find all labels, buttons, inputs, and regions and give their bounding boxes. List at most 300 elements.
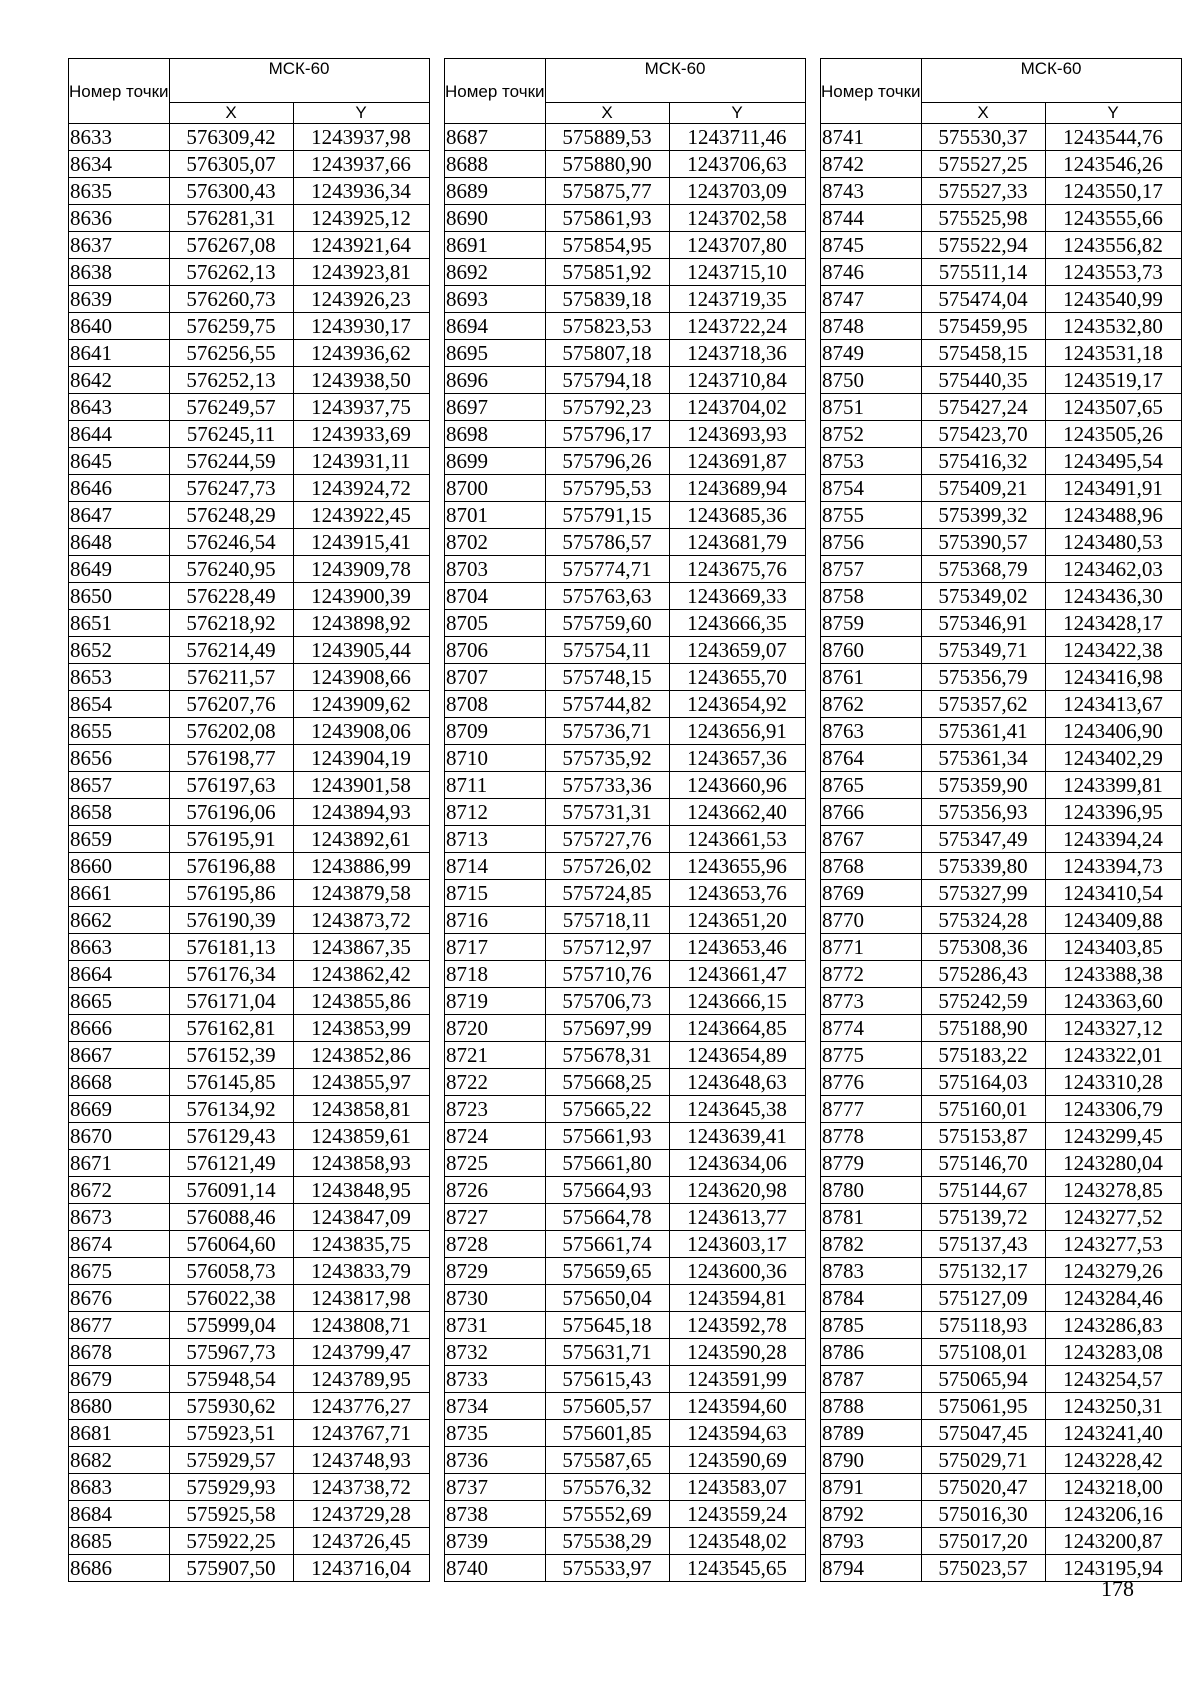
table-row [69,151,430,178]
point-number-cell: 8644 [69,421,170,448]
point-number-cell: 8701 [445,502,546,529]
y-coordinate-cell: 1243480,53 [1045,529,1181,556]
y-coordinate-cell: 1243409,88 [1045,907,1181,934]
table-row [69,1069,430,1096]
y-coordinate-cell: 1243422,38 [1045,637,1181,664]
table-row [445,232,806,259]
x-coordinate-cell: 575427,24 [921,394,1045,421]
point-number-cell: 8673 [69,1204,170,1231]
x-coordinate-cell: 575286,43 [921,961,1045,988]
table-row [445,421,806,448]
table-row [821,1339,1182,1366]
y-coordinate-cell: 1243718,36 [669,340,805,367]
x-coordinate-cell: 576152,39 [169,1042,293,1069]
header-point-number: Номер точки [821,59,922,124]
y-coordinate-cell: 1243491,91 [1045,475,1181,502]
y-coordinate-cell: 1243218,00 [1045,1474,1181,1501]
x-coordinate-cell: 575727,76 [545,826,669,853]
table-row [821,1150,1182,1177]
x-coordinate-cell: 575361,41 [921,718,1045,745]
point-number-cell: 8789 [821,1420,922,1447]
header-coordinate-system: МСК-60 [169,59,429,103]
table-row [445,610,806,637]
point-number-cell: 8700 [445,475,546,502]
x-coordinate-cell: 575659,65 [545,1258,669,1285]
x-coordinate-cell: 575108,01 [921,1339,1045,1366]
table-row [821,1474,1182,1501]
x-coordinate-cell: 575511,14 [921,259,1045,286]
table-row [69,1096,430,1123]
y-coordinate-cell: 1243835,75 [293,1231,429,1258]
x-coordinate-cell: 575839,18 [545,286,669,313]
point-number-cell: 8717 [445,934,546,961]
point-number-cell: 8757 [821,556,922,583]
y-coordinate-cell: 1243286,83 [1045,1312,1181,1339]
table-row [69,1312,430,1339]
point-number-cell: 8793 [821,1528,922,1555]
header-y: Y [293,103,429,124]
y-coordinate-cell: 1243901,58 [293,772,429,799]
point-number-cell: 8736 [445,1447,546,1474]
x-coordinate-cell: 575967,73 [169,1339,293,1366]
x-coordinate-cell: 575047,45 [921,1420,1045,1447]
point-number-cell: 8726 [445,1177,546,1204]
x-coordinate-cell: 575854,95 [545,232,669,259]
y-coordinate-cell: 1243555,66 [1045,205,1181,232]
x-coordinate-cell: 576246,54 [169,529,293,556]
point-number-cell: 8725 [445,1150,546,1177]
point-number-cell: 8685 [69,1528,170,1555]
table-row [445,1096,806,1123]
x-coordinate-cell: 575308,36 [921,934,1045,961]
point-number-cell: 8766 [821,799,922,826]
point-number-cell: 8728 [445,1231,546,1258]
x-coordinate-cell: 575731,31 [545,799,669,826]
point-number-cell: 8733 [445,1366,546,1393]
x-coordinate-cell: 575139,72 [921,1204,1045,1231]
table-row [69,394,430,421]
point-number-cell: 8641 [69,340,170,367]
x-coordinate-cell: 575999,04 [169,1312,293,1339]
table-row [445,1528,806,1555]
y-coordinate-cell: 1243634,06 [669,1150,805,1177]
y-coordinate-cell: 1243702,58 [669,205,805,232]
table-row [69,1177,430,1204]
point-number-cell: 8689 [445,178,546,205]
x-coordinate-cell: 575907,50 [169,1555,293,1582]
table-row [445,259,806,286]
x-coordinate-cell: 575359,90 [921,772,1045,799]
x-coordinate-cell: 576121,49 [169,1150,293,1177]
point-number-cell: 8707 [445,664,546,691]
y-coordinate-cell: 1243799,47 [293,1339,429,1366]
table-row [69,1204,430,1231]
x-coordinate-cell: 575416,32 [921,448,1045,475]
table-row [821,718,1182,745]
x-coordinate-cell: 575017,20 [921,1528,1045,1555]
point-number-cell: 8697 [445,394,546,421]
x-coordinate-cell: 575791,15 [545,502,669,529]
y-coordinate-cell: 1243706,63 [669,151,805,178]
point-number-cell: 8782 [821,1231,922,1258]
point-number-cell: 8671 [69,1150,170,1177]
table-row [445,556,806,583]
table-row [445,394,806,421]
y-coordinate-cell: 1243403,85 [1045,934,1181,961]
y-coordinate-cell: 1243436,30 [1045,583,1181,610]
table-row [445,178,806,205]
x-coordinate-cell: 576171,04 [169,988,293,1015]
point-number-cell: 8665 [69,988,170,1015]
y-coordinate-cell: 1243653,46 [669,934,805,961]
point-number-cell: 8769 [821,880,922,907]
table-row [821,1231,1182,1258]
table-row [69,853,430,880]
y-coordinate-cell: 1243544,76 [1045,124,1181,151]
x-coordinate-cell: 575242,59 [921,988,1045,1015]
table-row [821,1501,1182,1528]
x-coordinate-cell: 575160,01 [921,1096,1045,1123]
point-number-cell: 8667 [69,1042,170,1069]
y-coordinate-cell: 1243283,08 [1045,1339,1181,1366]
x-coordinate-cell: 575127,09 [921,1285,1045,1312]
table-row [821,556,1182,583]
y-coordinate-cell: 1243200,87 [1045,1528,1181,1555]
x-coordinate-cell: 575399,32 [921,502,1045,529]
table-row [445,1447,806,1474]
y-coordinate-cell: 1243327,12 [1045,1015,1181,1042]
point-number-cell: 8723 [445,1096,546,1123]
coordinates-table-2 [444,58,806,1582]
point-number-cell: 8708 [445,691,546,718]
x-coordinate-cell: 576244,59 [169,448,293,475]
x-coordinate-cell: 575645,18 [545,1312,669,1339]
table-row [821,1312,1182,1339]
y-coordinate-cell: 1243613,77 [669,1204,805,1231]
x-coordinate-cell: 576058,73 [169,1258,293,1285]
point-number-cell: 8660 [69,853,170,880]
y-coordinate-cell: 1243909,78 [293,556,429,583]
point-number-cell: 8693 [445,286,546,313]
table-row [445,286,806,313]
y-coordinate-cell: 1243206,16 [1045,1501,1181,1528]
table-row [445,1312,806,1339]
y-coordinate-cell: 1243505,26 [1045,421,1181,448]
point-number-cell: 8680 [69,1393,170,1420]
y-coordinate-cell: 1243656,91 [669,718,805,745]
point-number-cell: 8661 [69,880,170,907]
table-row [821,259,1182,286]
point-number-cell: 8738 [445,1501,546,1528]
y-coordinate-cell: 1243776,27 [293,1393,429,1420]
x-coordinate-cell: 575459,95 [921,313,1045,340]
x-coordinate-cell: 575327,99 [921,880,1045,907]
y-coordinate-cell: 1243228,42 [1045,1447,1181,1474]
point-number-cell: 8765 [821,772,922,799]
table-row [445,1555,806,1582]
y-coordinate-cell: 1243241,40 [1045,1420,1181,1447]
table-row [445,1393,806,1420]
y-coordinate-cell: 1243855,97 [293,1069,429,1096]
x-coordinate-cell: 576196,06 [169,799,293,826]
y-coordinate-cell: 1243691,87 [669,448,805,475]
point-number-cell: 8695 [445,340,546,367]
table-row [821,1420,1182,1447]
y-coordinate-cell: 1243299,45 [1045,1123,1181,1150]
point-number-cell: 8703 [445,556,546,583]
table-row [69,1420,430,1447]
table-row [69,286,430,313]
y-coordinate-cell: 1243388,38 [1045,961,1181,988]
y-coordinate-cell: 1243583,07 [669,1474,805,1501]
y-coordinate-cell: 1243915,41 [293,529,429,556]
point-number-cell: 8753 [821,448,922,475]
table-row [69,826,430,853]
table-row [69,529,430,556]
table-row [445,475,806,502]
x-coordinate-cell: 575923,51 [169,1420,293,1447]
point-number-cell: 8788 [821,1393,922,1420]
point-number-cell: 8771 [821,934,922,961]
point-number-cell: 8652 [69,637,170,664]
y-coordinate-cell: 1243648,63 [669,1069,805,1096]
y-coordinate-cell: 1243655,96 [669,853,805,880]
x-coordinate-cell: 575851,92 [545,259,669,286]
table-row [69,1474,430,1501]
x-coordinate-cell: 575146,70 [921,1150,1045,1177]
x-coordinate-cell: 575065,94 [921,1366,1045,1393]
y-coordinate-cell: 1243936,62 [293,340,429,367]
header-x: X [545,103,669,124]
header-x: X [169,103,293,124]
table-row [445,907,806,934]
point-number-cell: 8711 [445,772,546,799]
x-coordinate-cell: 575361,34 [921,745,1045,772]
table-row [821,988,1182,1015]
point-number-cell: 8649 [69,556,170,583]
table-row [69,664,430,691]
y-coordinate-cell: 1243847,09 [293,1204,429,1231]
point-number-cell: 8704 [445,583,546,610]
x-coordinate-cell: 576256,55 [169,340,293,367]
y-coordinate-cell: 1243657,36 [669,745,805,772]
y-coordinate-cell: 1243413,67 [1045,691,1181,718]
point-number-cell: 8676 [69,1285,170,1312]
y-coordinate-cell: 1243250,31 [1045,1393,1181,1420]
y-coordinate-cell: 1243908,06 [293,718,429,745]
table-row [445,205,806,232]
x-coordinate-cell: 576300,43 [169,178,293,205]
point-number-cell: 8778 [821,1123,922,1150]
table-row [821,1123,1182,1150]
y-coordinate-cell: 1243693,93 [669,421,805,448]
x-coordinate-cell: 576214,49 [169,637,293,664]
header-y: Y [669,103,805,124]
table-row [821,1015,1182,1042]
table-row [821,1393,1182,1420]
y-coordinate-cell: 1243937,98 [293,124,429,151]
table-row [69,1555,430,1582]
y-coordinate-cell: 1243655,70 [669,664,805,691]
point-number-cell: 8686 [69,1555,170,1582]
table-row [69,745,430,772]
point-number-cell: 8731 [445,1312,546,1339]
y-coordinate-cell: 1243666,15 [669,988,805,1015]
x-coordinate-cell: 575735,92 [545,745,669,772]
point-number-cell: 8639 [69,286,170,313]
table-row [821,907,1182,934]
y-coordinate-cell: 1243540,99 [1045,286,1181,313]
table-row [69,961,430,988]
table-row [445,826,806,853]
y-coordinate-cell: 1243322,01 [1045,1042,1181,1069]
table-row [821,1204,1182,1231]
point-number-cell: 8743 [821,178,922,205]
header-point-number: Номер точки [69,59,170,124]
table-row [821,853,1182,880]
header-coordinate-system: МСК-60 [921,59,1181,103]
point-number-cell: 8694 [445,313,546,340]
table-row [445,1420,806,1447]
x-coordinate-cell: 576145,85 [169,1069,293,1096]
x-coordinate-cell: 576249,57 [169,394,293,421]
y-coordinate-cell: 1243833,79 [293,1258,429,1285]
table-row [445,1150,806,1177]
y-coordinate-cell: 1243654,92 [669,691,805,718]
point-number-cell: 8768 [821,853,922,880]
y-coordinate-cell: 1243620,98 [669,1177,805,1204]
y-coordinate-cell: 1243855,86 [293,988,429,1015]
point-number-cell: 8659 [69,826,170,853]
x-coordinate-cell: 575016,30 [921,1501,1045,1528]
y-coordinate-cell: 1243789,95 [293,1366,429,1393]
x-coordinate-cell: 575349,02 [921,583,1045,610]
x-coordinate-cell: 575665,22 [545,1096,669,1123]
x-coordinate-cell: 575861,93 [545,205,669,232]
point-number-cell: 8737 [445,1474,546,1501]
point-number-cell: 8776 [821,1069,922,1096]
point-number-cell: 8792 [821,1501,922,1528]
x-coordinate-cell: 575668,25 [545,1069,669,1096]
y-coordinate-cell: 1243931,11 [293,448,429,475]
x-coordinate-cell: 575875,77 [545,178,669,205]
x-coordinate-cell: 575153,87 [921,1123,1045,1150]
point-number-cell: 8675 [69,1258,170,1285]
y-coordinate-cell: 1243495,54 [1045,448,1181,475]
x-coordinate-cell: 575710,76 [545,961,669,988]
x-coordinate-cell: 575522,94 [921,232,1045,259]
point-number-cell: 8791 [821,1474,922,1501]
x-coordinate-cell: 576176,34 [169,961,293,988]
x-coordinate-cell: 575718,11 [545,907,669,934]
y-coordinate-cell: 1243545,65 [669,1555,805,1582]
table-row [445,583,806,610]
point-number-cell: 8720 [445,1015,546,1042]
y-coordinate-cell: 1243195,94 [1045,1555,1181,1582]
point-number-cell: 8637 [69,232,170,259]
header-point-number: Номер точки [445,59,546,124]
point-number-cell: 8739 [445,1528,546,1555]
table-row [821,448,1182,475]
point-number-cell: 8657 [69,772,170,799]
point-number-cell: 8691 [445,232,546,259]
point-number-cell: 8650 [69,583,170,610]
point-number-cell: 8756 [821,529,922,556]
point-number-cell: 8767 [821,826,922,853]
point-number-cell: 8715 [445,880,546,907]
point-number-cell: 8672 [69,1177,170,1204]
table-row [445,880,806,907]
point-number-cell: 8688 [445,151,546,178]
point-number-cell: 8647 [69,502,170,529]
table-row [445,799,806,826]
x-coordinate-cell: 575029,71 [921,1447,1045,1474]
point-number-cell: 8705 [445,610,546,637]
y-coordinate-cell: 1243936,34 [293,178,429,205]
y-coordinate-cell: 1243594,60 [669,1393,805,1420]
point-number-cell: 8712 [445,799,546,826]
y-coordinate-cell: 1243662,40 [669,799,805,826]
point-number-cell: 8706 [445,637,546,664]
y-coordinate-cell: 1243904,19 [293,745,429,772]
table-row [445,529,806,556]
table-row [821,394,1182,421]
x-coordinate-cell: 575678,31 [545,1042,669,1069]
x-coordinate-cell: 576260,73 [169,286,293,313]
x-coordinate-cell: 575748,15 [545,664,669,691]
x-coordinate-cell: 575929,57 [169,1447,293,1474]
y-coordinate-cell: 1243704,02 [669,394,805,421]
table-row [69,907,430,934]
table-row [69,1285,430,1312]
y-coordinate-cell: 1243922,45 [293,502,429,529]
point-number-cell: 8642 [69,367,170,394]
x-coordinate-cell: 575605,57 [545,1393,669,1420]
point-number-cell: 8754 [821,475,922,502]
y-coordinate-cell: 1243550,17 [1045,178,1181,205]
table-row [821,1177,1182,1204]
point-number-cell: 8669 [69,1096,170,1123]
table-row [821,178,1182,205]
point-number-cell: 8636 [69,205,170,232]
table-row [69,1042,430,1069]
y-coordinate-cell: 1243548,02 [669,1528,805,1555]
table-row [445,664,806,691]
point-number-cell: 8687 [445,124,546,151]
x-coordinate-cell: 575440,35 [921,367,1045,394]
table-row [69,421,430,448]
y-coordinate-cell: 1243664,85 [669,1015,805,1042]
x-coordinate-cell: 576088,46 [169,1204,293,1231]
point-number-cell: 8758 [821,583,922,610]
y-coordinate-cell: 1243592,78 [669,1312,805,1339]
table-row [69,205,430,232]
table-row [445,934,806,961]
table-row [445,1285,806,1312]
point-number-cell: 8741 [821,124,922,151]
y-coordinate-cell: 1243921,64 [293,232,429,259]
x-coordinate-cell: 576202,08 [169,718,293,745]
x-coordinate-cell: 575023,57 [921,1555,1045,1582]
point-number-cell: 8742 [821,151,922,178]
point-number-cell: 8682 [69,1447,170,1474]
y-coordinate-cell: 1243923,81 [293,259,429,286]
x-coordinate-cell: 575697,99 [545,1015,669,1042]
y-coordinate-cell: 1243280,04 [1045,1150,1181,1177]
y-coordinate-cell: 1243726,45 [293,1528,429,1555]
y-coordinate-cell: 1243729,28 [293,1501,429,1528]
x-coordinate-cell: 576195,86 [169,880,293,907]
